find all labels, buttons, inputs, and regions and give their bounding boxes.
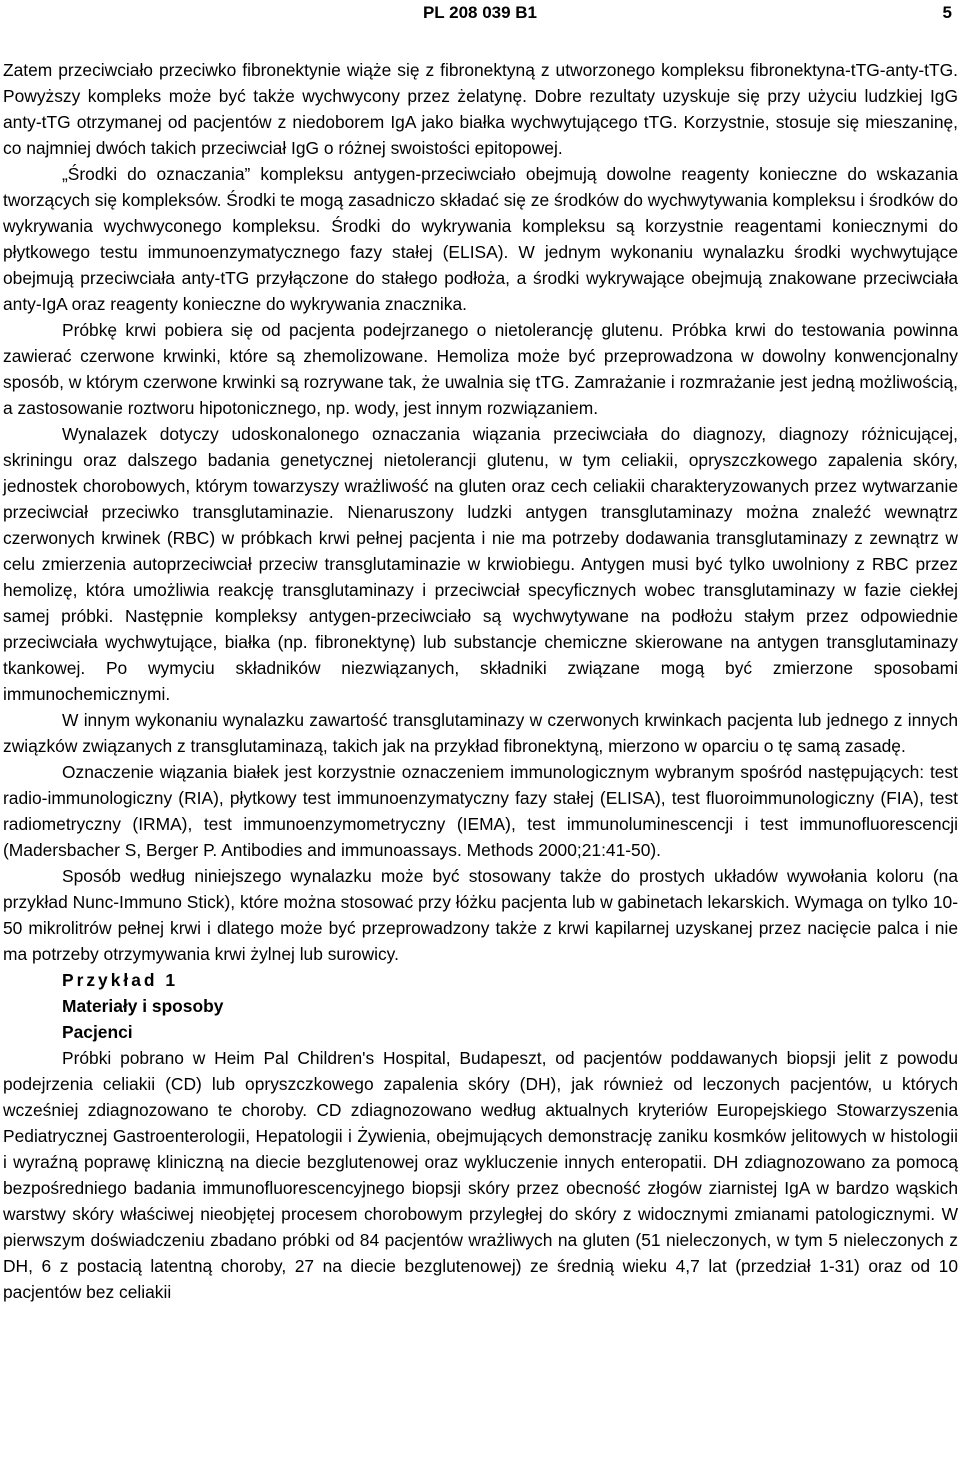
paragraph: Zatem przeciwciało przeciwko fibronektynie wiąże się z fibronektyną z utworzonego kompleksu fibronektyna-tTG-anty-tTG. Powyższy kompleks może być także wychwycony przez żelatynę. Dobre rezultaty uzyskuje się przy użyciu ludzkiej IgG anty-tTG otrzymanej od pacjentów z niedoborem IgA jako białka wychwytującego tTG. Korzystnie, stosuje się mieszaninę, co najmniej dwóch takich przeciwciał IgG o różnej swoistości epitopowej. xyxy=(3,60,958,158)
paragraph: Próbki pobrano w Heim Pal Children's Hospital, Budapeszt, od pacjentów poddawanych biopsji jelit z powodu podejrzenia celiakii (CD) lub opryszczkowego zapalenia skóry (DH), jak również od leczonych pacjentów, u których wcześniej zdiagnozowano te choroby. CD zdiagnozowano według aktualnych kryteriów Europejskiego Stowarzyszenia Pediatrycznej Gastroenterologii, Hepatologii i Żywienia, obejmujących demonstrację zaniku kosmków jelitowych w histologii i wyraźną poprawę kliniczną na diecie bezglutenowej oraz wykluczenie innych enteropatii. DH zdiagnozowano za pomocą bezpośredniego badania immunofluorescencyjnego biopsji skóry przez obecność złogów ziarnistej IgA w bardzo wąskich warstwy skóry właściwej nieobjętej procesem chorobowym przyległej do skóry z widocznymi zmianami patologicznymi. W pierwszym doświadczeniu zbadano próbki od 84 pacjentów wrażliwych na gluten (51 nieleczonych, w tym 5 nieleczonych z DH, 6 z postacią latentną choroby, 27 na diecie bezglutenowej) ze średnią wieku 4,7 lat (przedział 1-31) oraz od 10 pacjentów bez celiakii xyxy=(3,1048,958,1302)
document-body xyxy=(3,57,958,1305)
paragraph: W innym wykonaniu wynalazku zawartość transglutaminazy w czerwonych krwinkach pacjenta lub jednego z innych związków związanych z transglutaminazą, takich jak na przykład fibronektyną, mierzono w oparciu o tę samą zasadę. xyxy=(3,710,958,756)
paragraph: Wynalazek dotyczy udoskonalonego oznaczania wiązania przeciwciała do diagnozy, diagnozy różnicującej, skriningu oraz dalszego badania genetycznej nietolerancji glutenu, w tym celiakii, opryszczkowego zapalenia skóry, jednostek chorobowych, którym towarzyszy wrażliwość na gluten oraz cech celiakii charakteryzowanych przez wytwarzanie przeciwciał przeciwko transglutaminazie. Nienaruszony ludzki antygen transglutaminazy można znaleźć wewnątrz czerwonych krwinek (RBC) w próbkach krwi pełnej pacjenta i nie ma potrzeby dodawania transglutaminazy z zewnątrz w celu zmierzenia autoprzeciwciał przeciw transglutaminazie w krwiobiegu. Antygen musi być tylko uwolniony z RBC przez hemolizę, która umożliwia reakcję transglutaminazy i przeciwciał specyficznych wobec transglutaminazy w fazie ciekłej samej próbki. Następnie kompleksy antygen-przeciwciało są wychwytywane na podłożu stałym przez odpowiednie przeciwciała wychwytujące, białka (np. fibronektynę) lub substancje chemiczne skierowane na antygen transglutaminazy tkankowej. Po wymyciu składników niezwiązanych, składniki związane mogą być zmierzone sposobami immunochemicznymi. xyxy=(3,424,958,704)
paragraph: „Środki do oznaczania” kompleksu antygen-przeciwciało obejmują dowolne reagenty konieczne do wskazania tworzących się kompleksów. Środki te mogą zasadniczo składać się ze środków do wychwytywania kompleksu i środków do wykrywania wychwyconego kompleksu. Środki do wykrywania kompleksu są korzystnie reagentami koniecznymi do płytkowego testu immunoenzymatycznego fazy stałej (ELISA). W jednym wykonaniu wynalazku środki wychwytujące obejmują przeciwciała anty-tTG przyłączone do stałego podłoża, a środki wykrywające obejmują znakowane przeciwciała anty-IgA oraz reagenty konieczne do wykrywania znacznika. xyxy=(3,164,958,314)
section-heading-materials: Materiały i sposoby xyxy=(62,996,224,1016)
page-header xyxy=(0,0,960,26)
section-heading-patients: Pacjenci xyxy=(62,1022,133,1042)
document-id: PL 208 039 B1 xyxy=(422,3,538,22)
example-heading: Przykład 1 xyxy=(62,970,179,990)
paragraph: Oznaczenie wiązania białek jest korzystnie oznaczeniem immunologicznym wybranym spośród następujących: test radio-immunologiczny (RIA), płytkowy test immunoenzymatyczny fazy stałej (ELISA), test fluoroimmunologiczny (FIA), test radiometryczny (IRMA), test immunoenzymometryczny (IEMA), test immunoluminescencji i test immunofluorescencji (Madersbacher S, Berger P. Antibodies and immunoassays. Methods 2000;21:41-50). xyxy=(3,762,958,860)
paragraph: Sposób według niniejszego wynalazku może być stosowany także do prostych układów wywołania koloru (na przykład Nunc-Immuno Stick), które można stosować przy łóżku pacjenta lub w gabinetach lekarskich. Wymaga on tylko 10-50 mikrolitrów pełnej krwi i dlatego może być przeprowadzony także z krwi kapilarnej uzyskanej przez nacięcie palca i nie ma potrzeby otrzymywania krwi żylnej lub surowicy. xyxy=(3,866,958,964)
page-number: 5 xyxy=(942,3,952,22)
paragraph: Próbkę krwi pobiera się od pacjenta podejrzanego o nietolerancję glutenu. Próbka krwi do testowania powinna zawierać czerwone krwinki, które są zhemolizowane. Hemoliza może być przeprowadzona w dowolny konwencjonalny sposób, w którym czerwone krwinki są rozrywane tak, że uwalnia się tTG. Zamrażanie i rozmrażanie jest jedną możliwością, a zastosowanie roztworu hipotonicznego, np. wody, jest innym rozwiązaniem. xyxy=(3,320,958,418)
